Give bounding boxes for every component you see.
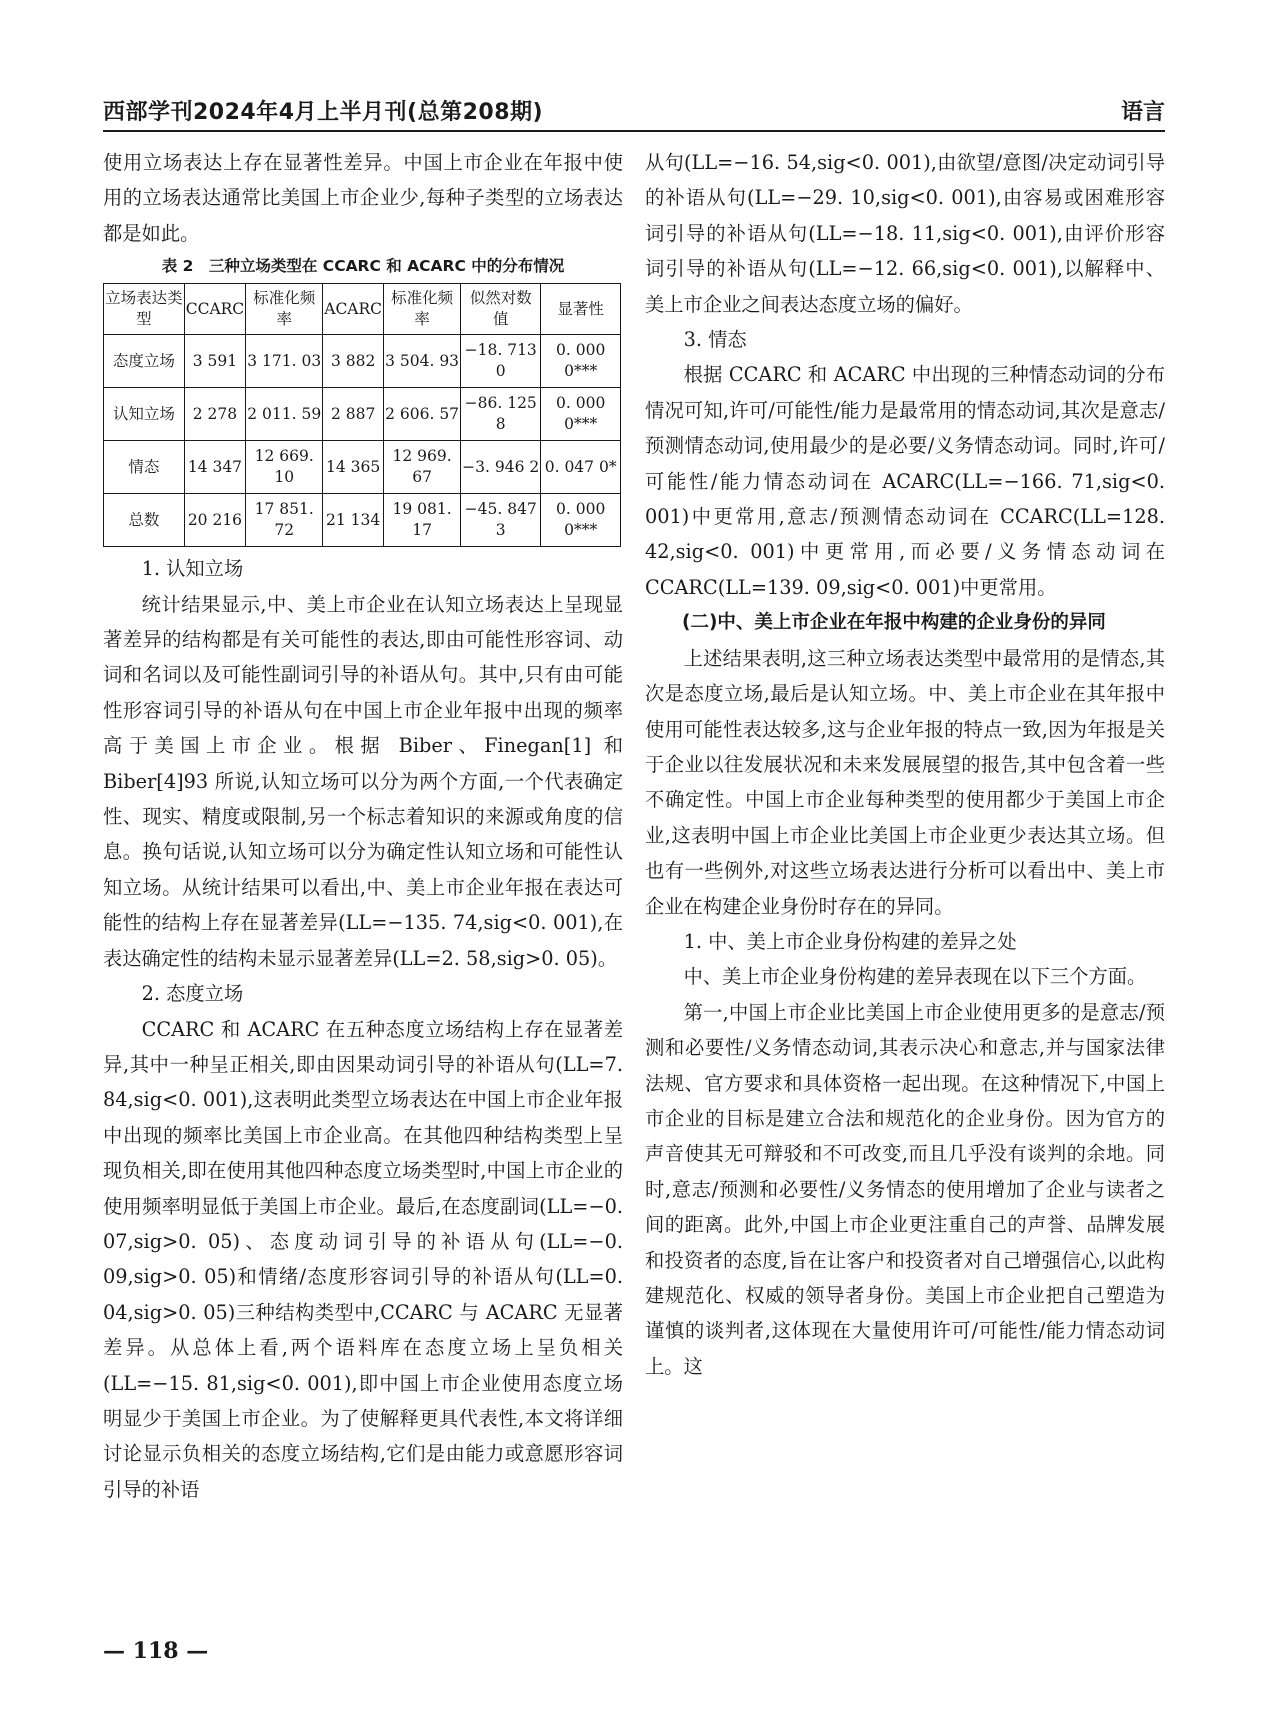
table-cell: 12 969. 67 <box>384 441 461 494</box>
table-cell: 0. 047 0* <box>541 441 621 494</box>
subsection-heading: 1. 认知立场 <box>141 557 244 581</box>
page-number: — 118 — <box>103 1638 209 1664</box>
table-cell: 2 887 <box>323 388 384 441</box>
table-cell: −18. 713 0 <box>461 335 541 388</box>
subsection-heading: 2. 态度立场 <box>141 982 244 1006</box>
col-header: CCARC <box>184 284 245 335</box>
table-row <box>104 441 621 494</box>
paragraph: 第一,中国上市企业比美国上市企业使用更多的是意志/预测和必要性/义务情态动词,其表示决心和意志,并与国家法律法规、官方要求和具体资格一起出现。在这种情况下,中国上市企业的目标是建立合法和规范化的企业身份。因为官方的声音使其无可辩驳和不可改变,而且几乎没有谈判的余地。同时,意志/预测和必要性/义务情态的使用增加了企业与读者之间的距离。此外,中国上市企业更注重自己的声誉、品牌发展和投资者的态度,旨在让客户和投资者对自己增强信心,以此构建规范化、权威的领导者身份。美国上市企业把自己塑造为谨慎的谈判者,这体现在大量使用许可/可能性/能力情态动词上。这 <box>645 1000 1165 1378</box>
distribution-table <box>103 283 621 547</box>
table-cell: 3 591 <box>184 335 245 388</box>
table-cell: 21 134 <box>323 494 384 547</box>
table-row <box>104 388 621 441</box>
header-rule <box>103 130 1165 132</box>
table-cell: 3 504. 93 <box>384 335 461 388</box>
table-cell: 19 081. 17 <box>384 494 461 547</box>
col-header: 标准化频率 <box>384 284 461 335</box>
table-cell: −86. 125 8 <box>461 388 541 441</box>
table-cell: 2 606. 57 <box>384 388 461 441</box>
table-cell: 情态 <box>104 441 185 494</box>
paragraph: 使用立场表达上存在显著性差异。中国上市企业在年报中使用的立场表达通常比美国上市企业少,每种子类型的立场表达都是如此。 <box>103 151 623 245</box>
subsection-heading: 1. 中、美上市企业身份构建的差异之处 <box>683 929 1017 953</box>
table-row <box>104 494 621 547</box>
paragraph: 根据 CCARC 和 ACARC 中出现的三种情态动词的分布情况可知,许可/可能性/能力是最常用的情态动词,其次是意志/预测情态动词,使用最少的是必要/义务情态动词。同时,许可/可能性/能力情态动词在 ACARC(LL=−166. 71,sig<0. 001)中更常用,意志/预测情态动词在 CCARC(LL=128. 42,sig<0. 001)中更常用,而必要/义务情态动词在 CCARC(LL=139. 09,sig<0. 001)中更常用。 <box>645 363 1165 599</box>
left-column <box>103 145 623 1507</box>
table-cell: −45. 847 3 <box>461 494 541 547</box>
paragraph: 上述结果表明,这三种立场表达类型中最常用的是情态,其次是态度立场,最后是认知立场。中、美上市企业在其年报中使用可能性表达较多,这与企业年报的特点一致,因为年报是关于企业以往发展状况和未来发展展望的报告,其中包含着一些不确定性。中国上市企业每种类型的使用都少于美国上市企业,这表明中国上市企业比美国上市企业更少表达其立场。但也有一些例外,对这些立场表达进行分析可以看出中、美上市企业在构建企业身份时存在的异同。 <box>645 646 1165 918</box>
table-cell: 2 278 <box>184 388 245 441</box>
table-cell: 14 365 <box>323 441 384 494</box>
paragraph: 统计结果显示,中、美上市企业在认知立场表达上呈现显著差异的结构都是有关可能性的表达,即由可能性形容词、动词和名词以及可能性副词引导的补语从句。其中,只有由可能性形容词引导的补语从句在中国上市企业年报中出现的频率高于美国上市企业。根据 Biber、Finegan[1] 和 Biber[4]93 所说,认知立场可以分为两个方面,一个代表确定性、现实、精度或限制,另一个标志着知识的来源或角度的信息。换句话说,认知立场可以分为确定性认知立场和可能性认知立场。从统计结果可以看出,中、美上市企业年报在表达可能性的结构上存在显著差异(LL=−135. 74,sig<0. 001),在表达确定性的结构未显示显著差异(LL=2. 58,sig>0. 05)。 <box>103 592 623 970</box>
journal-title: 西部学刊2024年4月上半月刊(总第208期) <box>103 100 544 125</box>
table-cell: 0. 000 0*** <box>541 335 621 388</box>
col-header: ACARC <box>323 284 384 335</box>
table-cell: 0. 000 0*** <box>541 494 621 547</box>
table-header-row <box>104 284 621 335</box>
table-cell: 2 011. 59 <box>246 388 323 441</box>
section-heading: (二)中、美上市企业在年报中构建的企业身份的异同 <box>682 612 1106 634</box>
right-column <box>645 145 1165 1384</box>
table-cell: 认知立场 <box>104 388 185 441</box>
col-header: 标准化频率 <box>246 284 323 335</box>
paragraph: 中、美上市企业身份构建的差异表现在以下三个方面。 <box>683 965 1147 989</box>
col-header: 显著性 <box>541 284 621 335</box>
table-cell: 3 171. 03 <box>246 335 323 388</box>
table-cell: 总数 <box>104 494 185 547</box>
table-cell: 12 669. 10 <box>246 441 323 494</box>
table-cell: 14 347 <box>184 441 245 494</box>
col-header: 立场表达类型 <box>104 284 185 335</box>
col-header: 似然对数值 <box>461 284 541 335</box>
running-header <box>103 92 1165 126</box>
subsection-heading: 3. 情态 <box>683 328 747 352</box>
table-row <box>104 335 621 388</box>
table-caption: 表 2 三种立场类型在 CCARC 和 ACARC 中的分布情况 <box>161 257 565 276</box>
table-cell: 态度立场 <box>104 335 185 388</box>
paragraph: 从句(LL=−16. 54,sig<0. 001),由欲望/意图/决定动词引导的补语从句(LL=−29. 10,sig<0. 001),由容易或困难形容词引导的补语从句(LL=−18. 11,sig<0. 001),由评价形容词引导的补语从句(LL=−12. 66,sig<0. 001),以解释中、美上市企业之间表达态度立场的偏好。 <box>645 151 1165 316</box>
table-cell: 17 851. 72 <box>246 494 323 547</box>
table-cell: −3. 946 2 <box>461 441 541 494</box>
table-cell: 20 216 <box>184 494 245 547</box>
paragraph: CCARC 和 ACARC 在五种态度立场结构上存在显著差异,其中一种呈正相关,即由因果动词引导的补语从句(LL=7. 84,sig<0. 001),这表明此类型立场表达在中国上市企业年报中出现的频率比美国上市企业高。在其他四种结构类型上呈现负相关,即在使用其他四种态度立场类型时,中国上市企业的使用频率明显低于美国上市企业。最后,在态度副词(LL=−0. 07,sig>0. 05)、态度动词引导的补语从句(LL=−0. 09,sig>0. 05)和情绪/态度形容词引导的补语从句(LL=0. 04,sig>0. 05)三种结构类型中,CCARC 与 ACARC 无显著差异。从总体上看,两个语料库在态度立场上呈负相关(LL=−15. 81,sig<0. 001),即中国上市企业使用态度立场明显少于美国上市企业。为了使解释更具代表性,本文将详细讨论显示负相关的态度立场结构,它们是由能力或意愿形容词引导的补语 <box>103 1017 623 1501</box>
section-label: 语言 <box>1120 100 1165 125</box>
table-cell: 0. 000 0*** <box>541 388 621 441</box>
table-cell: 3 882 <box>323 335 384 388</box>
